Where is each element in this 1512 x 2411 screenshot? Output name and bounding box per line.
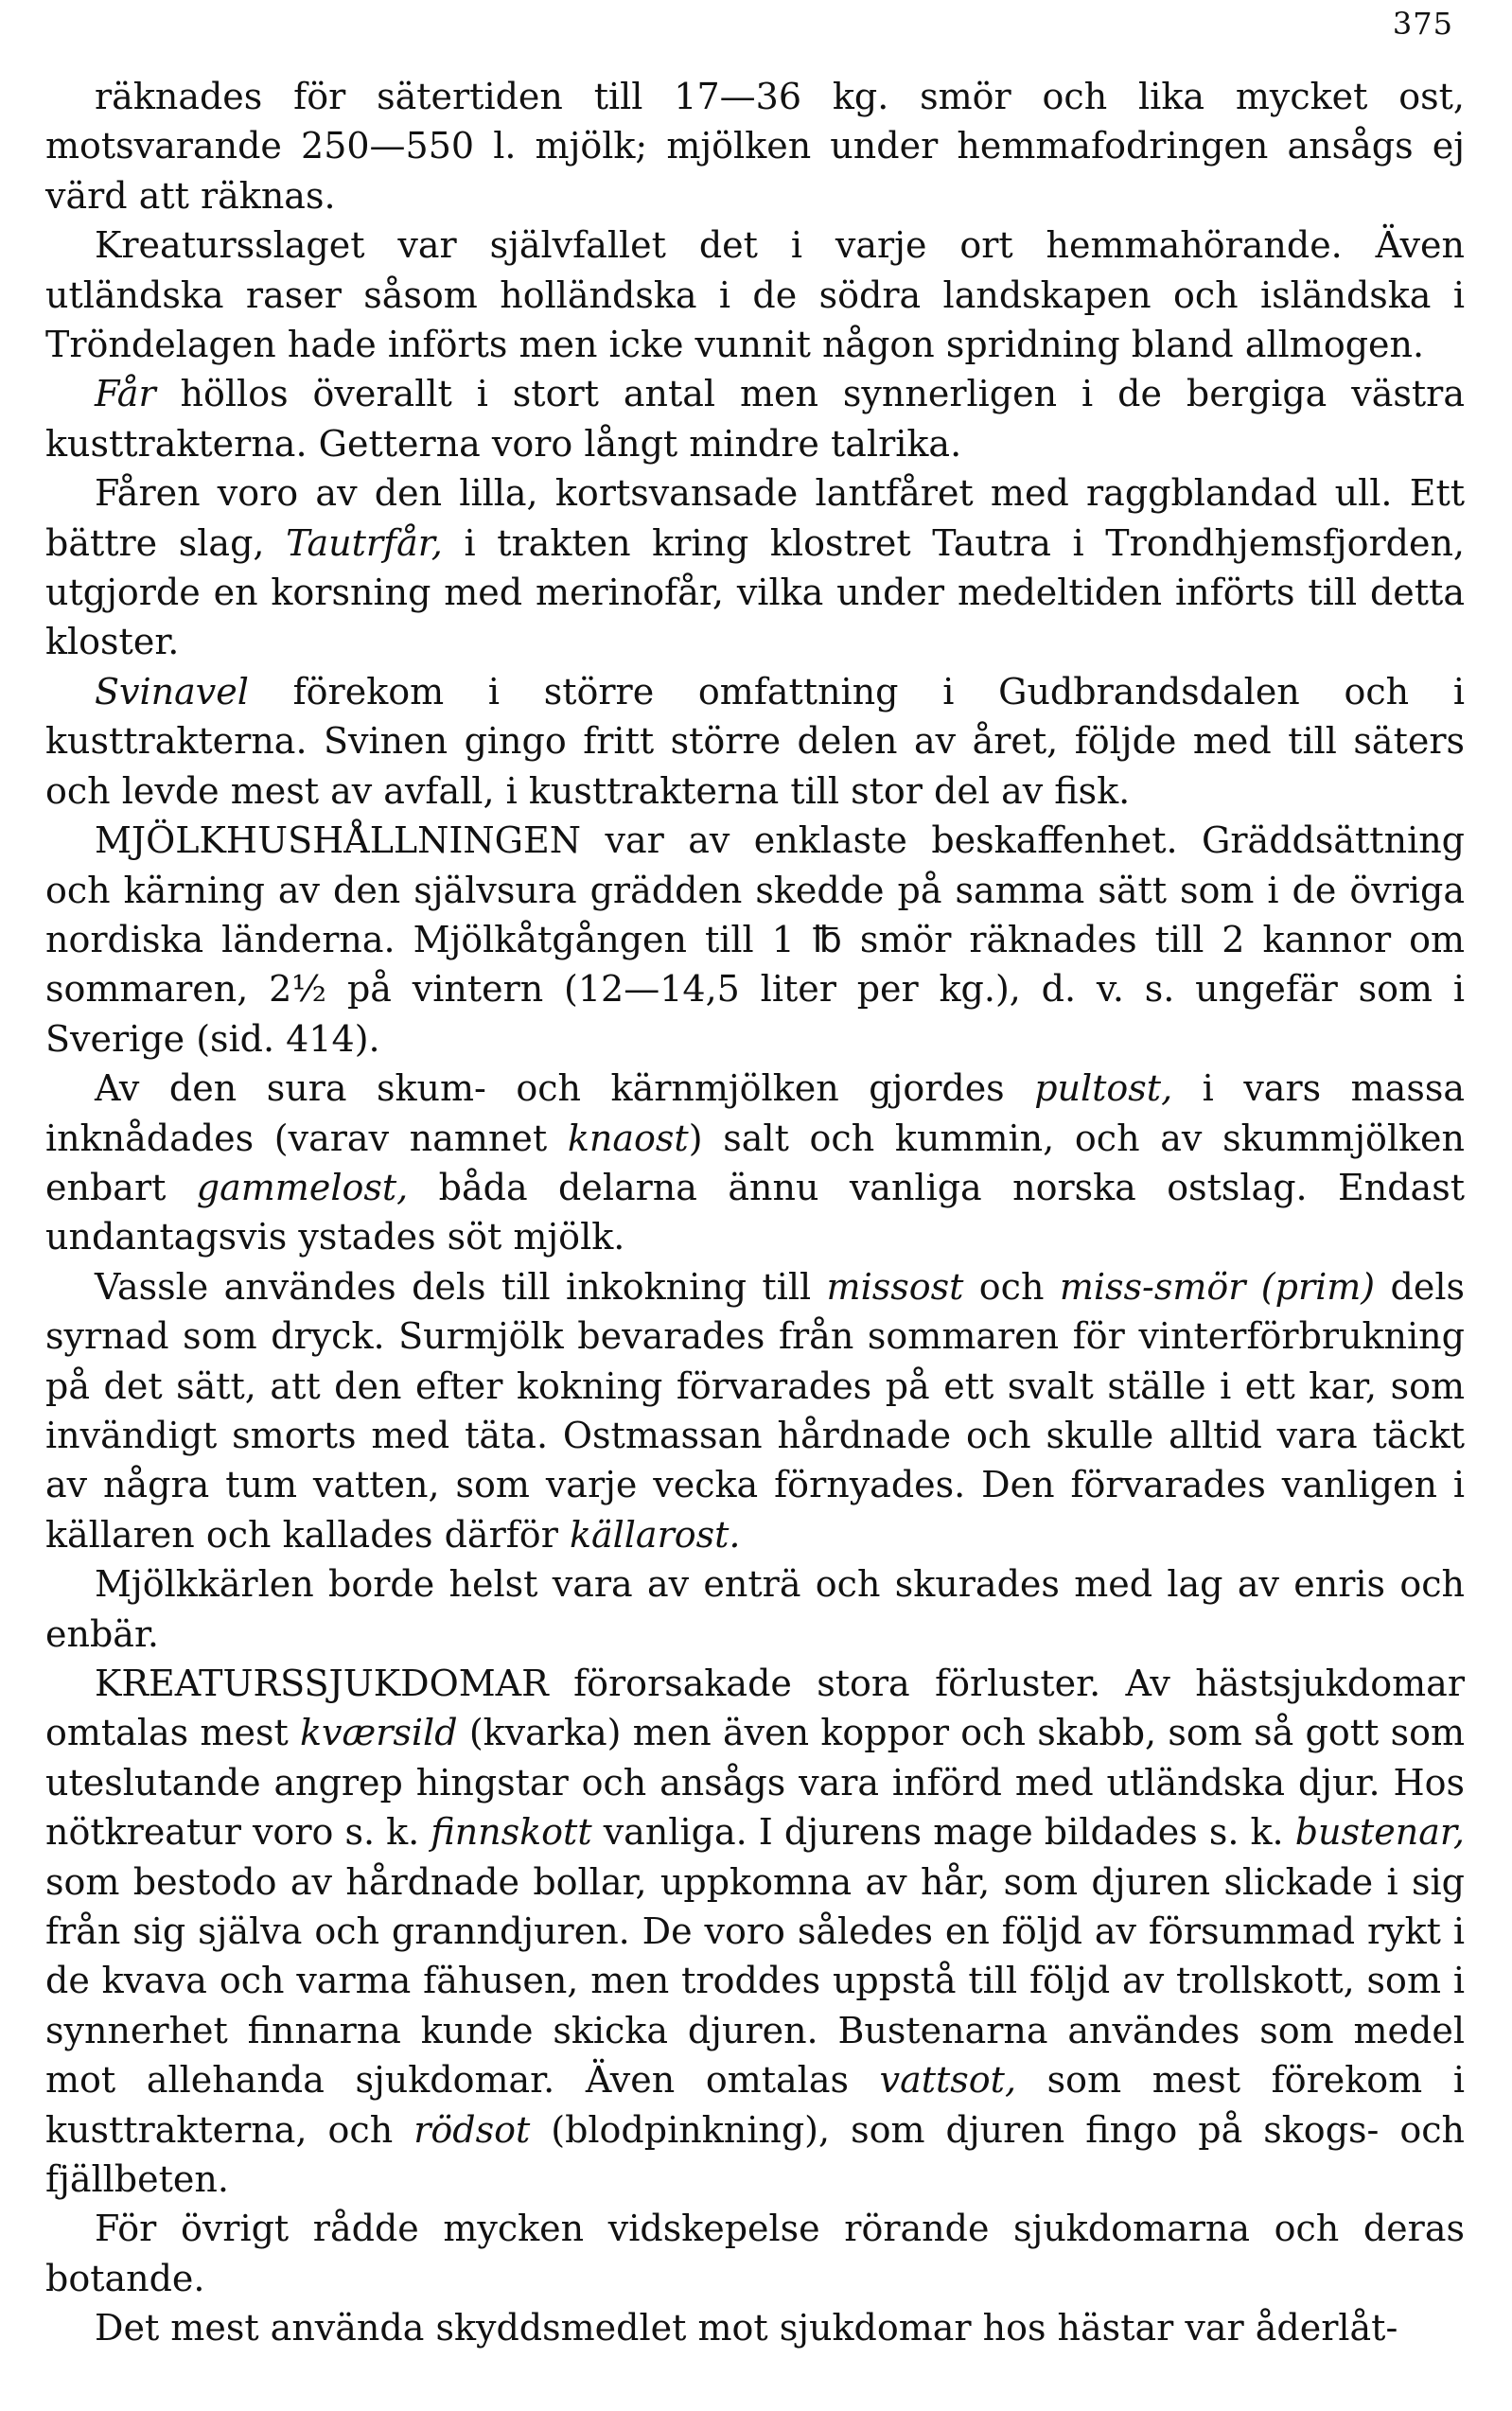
text-run: och [963, 1265, 1060, 1308]
paragraph [45, 468, 1465, 667]
text-run: båda delarna ännu vanliga norska ostslag. Endast undantagsvis ystades söt mjölk. [45, 1166, 1465, 1258]
text-run: Det mest använda skyddsmedlet mot sjukdomar hos hästar var åderlåt- [95, 2307, 1398, 2349]
italic-term: rödsot [413, 2108, 531, 2151]
text-run: Mjölkkärlen borde helst vara av enträ och skurades med lag av enris och enbär. [45, 1563, 1465, 1655]
paragraph [45, 220, 1465, 369]
paragraph [45, 1559, 1465, 1659]
text-run: som bestodo av hårdnade bollar, uppkomna av hår, som djuren slickade i sig från sig själva och granndjuren. De voro således en följd av försummad rykt i de kvava och varma fähusen, men troddes uppstå till följd av trollskott, som i synnerhet finnarna kunde skicka djuren. Bustenarna användes som medel mot allehanda sjukdomar. Även omtalas [45, 1860, 1465, 2102]
body-text [45, 72, 1465, 2353]
italic-term: källarost. [569, 1513, 741, 1556]
italic-term: Tautrfår, [286, 521, 443, 564]
text-run: i trakten kring klostret Tautra i Trondhjemsfjorden, utgjorde en korsning med merinofår, vilka under medeltiden införts till detta kloster. [45, 521, 1465, 663]
paragraph [45, 816, 1465, 1064]
text-run: räknades för sätertiden till 17—36 kg. smör och lika mycket ost, motsvarande 250—550 l. mjölk; mjölken under hemmafodringen ansågs ej värd att räknas. [45, 76, 1465, 217]
paragraph [45, 1659, 1465, 2204]
text-run: i vars massa inknådades (varav namnet [45, 1067, 1465, 1159]
text-run: MJÖLKHUSHÅLLNINGEN var av enklaste beskaffenhet. Gräddsättning och kärning av den självsura grädden skedde på samma sätt som i de övriga nordiska länderna. Mjölkåtgången till 1 ℔ smör räknades till 2 kannor om sommaren, 2½ på vintern (12—14,5 liter per kg.), d. v. s. ungefär som i Sverige (sid. 414). [45, 819, 1465, 1060]
text-run: vanliga. I djurens mage bildades s. k. [591, 1811, 1295, 1854]
italic-term: bustenar, [1294, 1811, 1465, 1854]
text-run: För övrigt rådde mycken vidskepelse rörande sjukdomarna och deras botande. [45, 2208, 1465, 2299]
paragraph [45, 2204, 1465, 2303]
italic-term: kværsild [300, 1712, 458, 1754]
italic-term: pultost, [1034, 1067, 1173, 1110]
text-run: (blodpinkning), som djuren fingo på skogs- och fjällbeten. [45, 2108, 1466, 2201]
page-number: 375 [1392, 6, 1453, 42]
text-run: Kreatursslaget var självfallet det i varje ort hemmahörande. Även utländska raser såsom holländska i de södra landskapen och isländska i Tröndelagen hade införts men icke vunnit någon spridning bland allmogen. [45, 224, 1465, 366]
paragraph [45, 1064, 1465, 1262]
paragraph [45, 369, 1465, 468]
paragraph [45, 667, 1465, 816]
text-run: dels syrnad som dryck. Surmjölk bevarades från sommaren för vinterförbrukning på det sätt, att den efter kokning förvarades på ett svalt ställe i ett kar, som invändigt smorts med täta. Ostmassan hårdnade och skulle alltid vara täckt av några tum vatten, som varje vecka förnyades. Den förvarades vanligen i källaren och kallades därför [45, 1265, 1465, 1556]
italic-term: Får [95, 373, 156, 415]
text-run: KREATURSSJUKDOMAR förorsakade stora förluster. Av hästsjukdomar omtalas mest [45, 1663, 1465, 1754]
italic-term: missost [826, 1265, 964, 1308]
text-run: förekom i större omfattning i Gudbrandsdalen och i kusttrakterna. Svinen gingo fritt större delen av året, följde med till säters och levde mest av avfall, i kusttrakterna till stor del av fisk. [45, 670, 1465, 812]
text-run: Av den sura skum- och kärnmjölken gjordes [95, 1067, 1035, 1110]
italic-term: gammelost, [196, 1166, 409, 1208]
italic-term: miss-smör (prim) [1059, 1265, 1376, 1308]
text-run: som mest förekom i kusttrakterna, och [45, 2059, 1465, 2151]
italic-term: Svinavel [95, 670, 249, 713]
paragraph [45, 2303, 1465, 2352]
text-run: Vassle användes dels till inkokning till [95, 1265, 827, 1308]
italic-term: vattsot, [879, 2059, 1017, 2102]
text-run: ) salt och kummin, och av skummjölken enbart [45, 1117, 1465, 1208]
text-run: höllos överallt i stort antal men synnerligen i de bergiga västra kusttrakterna. Getterna voro långt mindre talrika. [45, 373, 1465, 465]
paragraph [45, 1262, 1465, 1559]
text-run: (kvarka) men även koppor och skabb, som så gott som uteslutande angrep hingstar och ansågs vara införd med utländska djur. Hos nötkreatur voro s. k. [45, 1712, 1465, 1854]
text-run: Fåren voro av den lilla, kortsvansade lantfåret med raggblandad ull. Ett bättre slag, [45, 472, 1465, 564]
paragraph [45, 72, 1465, 220]
italic-term: finnskott [431, 1811, 592, 1854]
italic-term: knaost [567, 1117, 689, 1159]
